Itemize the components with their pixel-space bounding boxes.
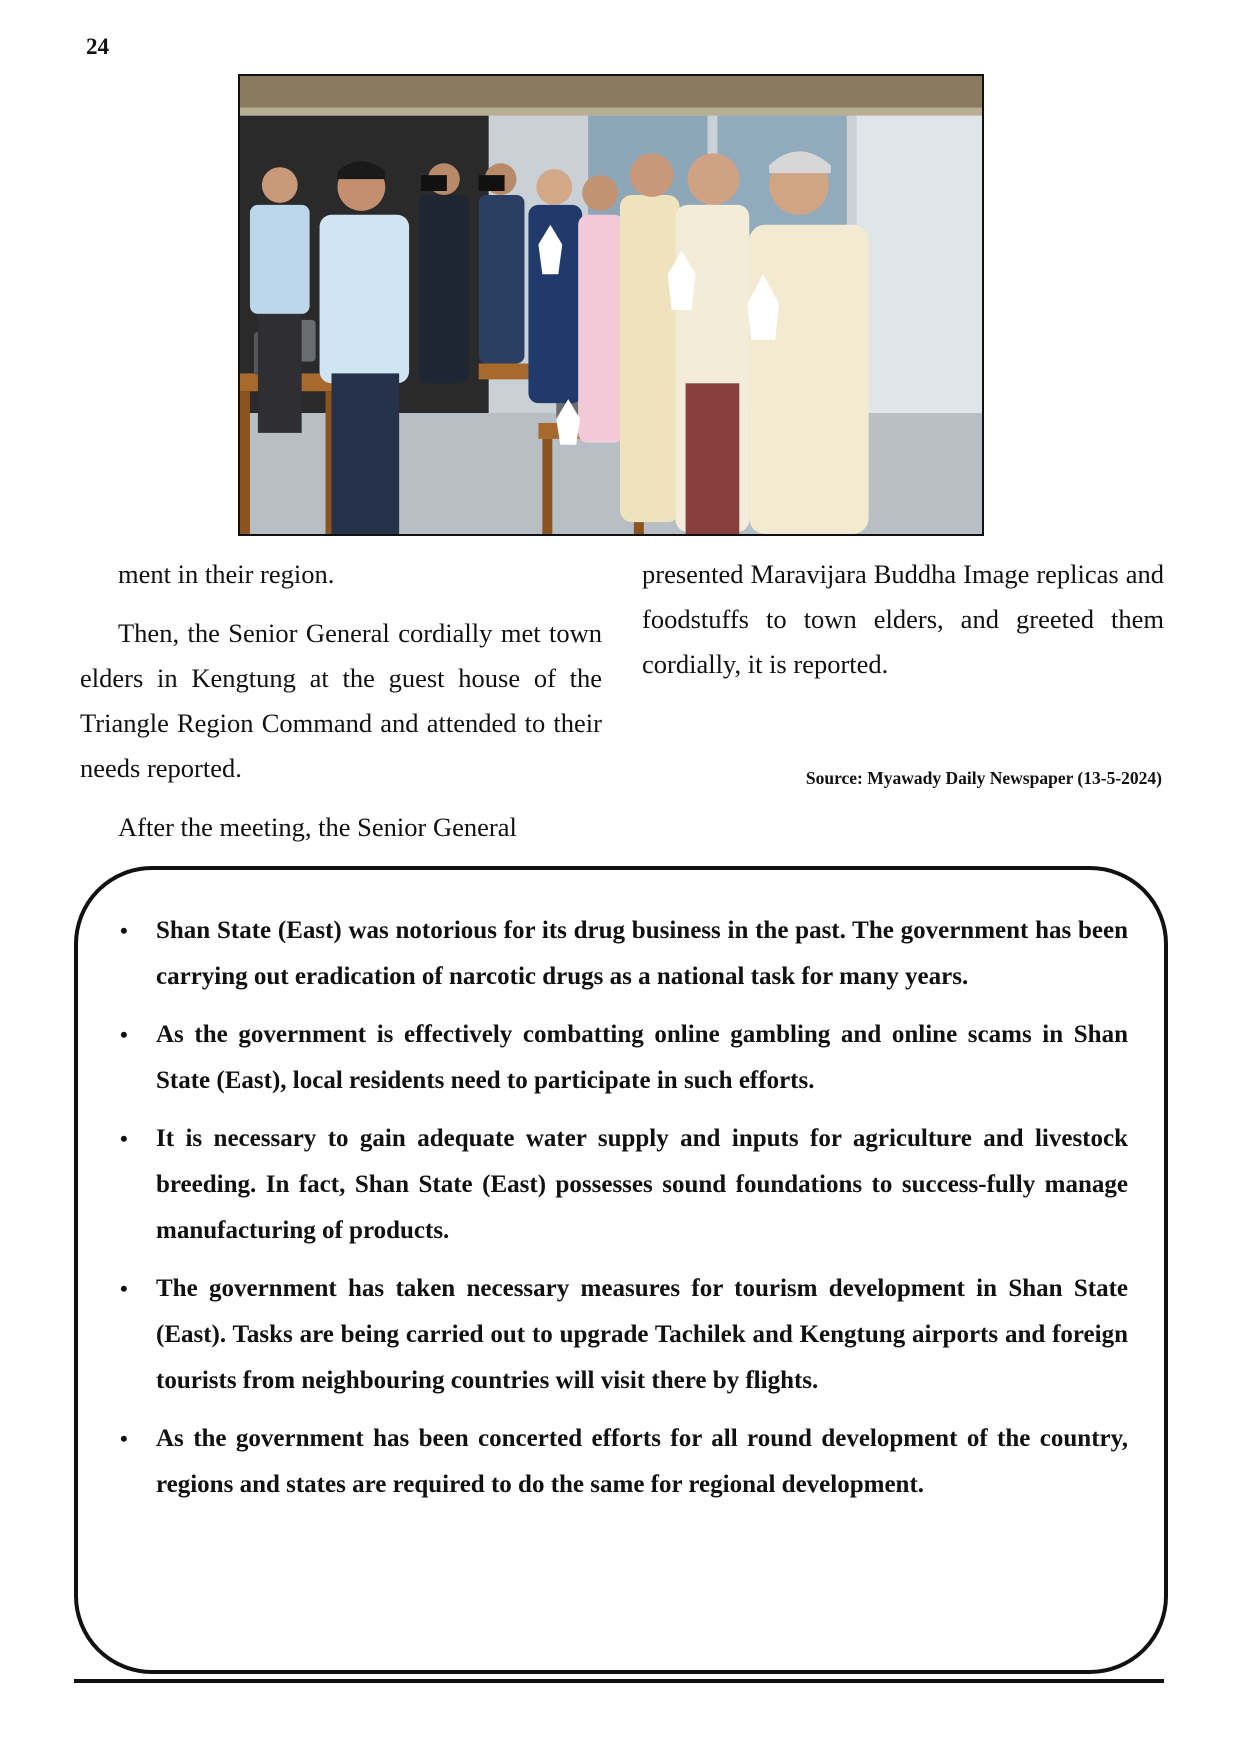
list-item xyxy=(114,1116,1128,1254)
bullet-icon: • xyxy=(120,1022,128,1047)
source-citation: Source: Myawady Daily Newspaper (13-5-2024) xyxy=(805,768,1162,788)
article-paragraph: ment in their region. xyxy=(118,559,335,589)
list-item xyxy=(114,1266,1128,1404)
highlights-box xyxy=(74,866,1168,1674)
list-item-text: It is necessary to gain adequate water supply and inputs for agriculture and livestock breeding. In fact, Shan State (East) possesses sound foundations to success-fully manage manufacturing of products. xyxy=(156,1125,1128,1244)
list-item-text: As the government has been concerted efforts for all round development of the country, regions and states are required to do the same for regional development. xyxy=(156,1425,1128,1498)
bullet-icon: • xyxy=(120,1276,128,1301)
footer-rule xyxy=(74,1679,1164,1683)
list-item-text: The government has taken necessary measures for tourism development in Shan State (East). Tasks are being carried out to upgrade Tachilek and Kengtung airports and foreign tourists from neighbouring countries will visit there by flights. xyxy=(156,1275,1128,1394)
article-right-column xyxy=(642,552,1164,701)
bullet-icon: • xyxy=(120,1426,128,1451)
article-paragraph: Then, the Senior General cordially met town elders in Kengtung at the guest house of the Triangle Region Command and attended to their needs reported. xyxy=(80,618,602,783)
news-photo xyxy=(238,74,984,536)
list-item-text: Shan State (East) was notorious for its drug business in the past. The government has been carrying out eradication of narcotic drugs as a national task for many years. xyxy=(156,917,1128,990)
article-paragraph: presented Maravijara Buddha Image replicas and foodstuffs to town elders, and greeted them cordially, it is reported. xyxy=(642,559,1164,679)
photo-of-meeting-with-town-elders-icon xyxy=(240,76,982,534)
highlights-list xyxy=(114,908,1128,1520)
page-number: 24 xyxy=(86,34,109,59)
article-paragraph: After the meeting, the Senior General xyxy=(118,812,517,842)
list-item xyxy=(114,1416,1128,1508)
list-item xyxy=(114,908,1128,1000)
article-left-column xyxy=(80,552,602,864)
list-item-text: As the government is effectively combatting online gambling and online scams in Shan State (East), local residents need to participate in such efforts. xyxy=(156,1021,1128,1094)
bullet-icon: • xyxy=(120,1126,128,1151)
list-item xyxy=(114,1012,1128,1104)
bullet-icon: • xyxy=(120,918,128,943)
